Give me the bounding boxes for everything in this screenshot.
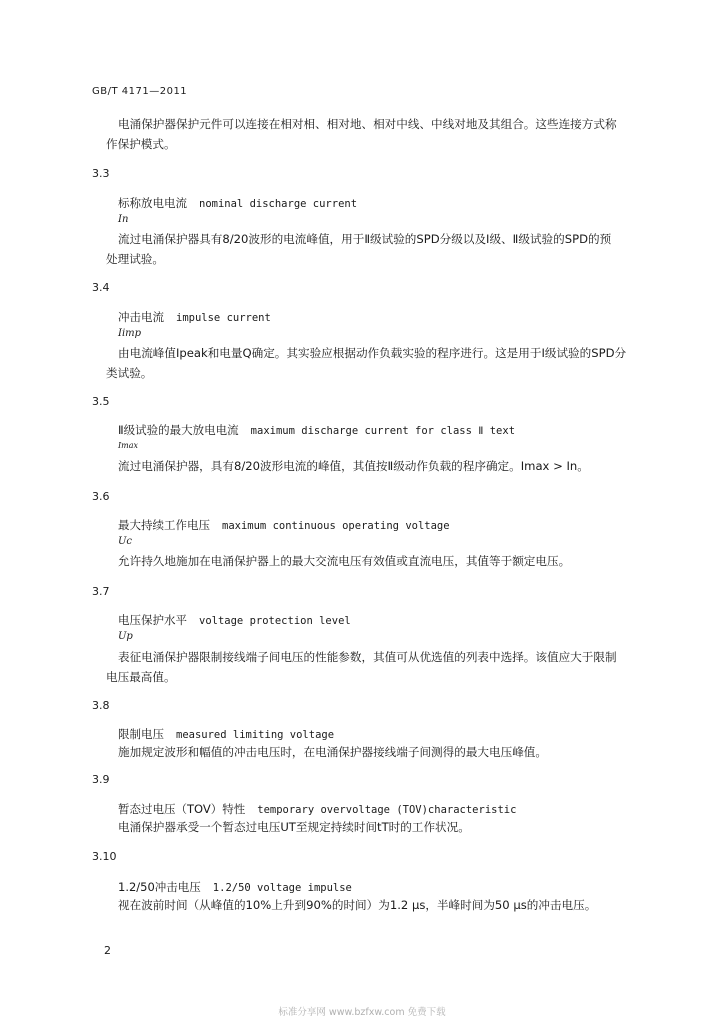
- term-definition: [106, 229, 611, 269]
- definition-line-2: 电压最高值。: [106, 670, 176, 684]
- term-definition: [106, 456, 589, 476]
- term-definition: [106, 895, 596, 915]
- term-definition: [106, 647, 617, 687]
- term-symbol: Imax: [118, 441, 139, 450]
- term-definition: [106, 551, 570, 571]
- term-title: [118, 517, 450, 533]
- definition-line-1: 视在波前时间（从峰值的10%上升到90%的时间）为1.2 μs，半峰时间为50 μs的冲击电压。: [118, 898, 597, 912]
- term-definition: [106, 742, 547, 762]
- intro-paragraph: [106, 114, 617, 154]
- term-zh: Ⅱ级试验的最大放电电流: [118, 423, 239, 437]
- term-title: [118, 879, 352, 895]
- term-symbol: Iimp: [118, 328, 142, 339]
- definition-line-1: 允许持久地施加在电涌保护器上的最大交流电压有效值或直流电压，其值等于额定电压。: [118, 554, 571, 568]
- section-number: 3.6: [92, 490, 110, 503]
- definition-line-1: 由电流峰值Ipeak和电量Q确定。其实验应根据动作负载实验的程序进行。这是用于Ⅰ级试验的SPD分: [118, 346, 627, 360]
- term-en: maximum continuous operating voltage: [222, 520, 450, 532]
- intro-line-2: 作保护模式。: [106, 137, 176, 151]
- definition-line-1: 流过电涌保护器具有8/20波形的电流峰值，用于Ⅱ级试验的SPD分级以及Ⅰ级、Ⅱ级试验的SPD的预: [118, 232, 612, 246]
- term-zh: 1.2/50冲击电压: [118, 880, 201, 894]
- term-definition: [106, 343, 626, 383]
- term-zh: 冲击电流: [118, 310, 164, 324]
- term-zh: 标称放电电流: [118, 196, 187, 210]
- term-zh: 最大持续工作电压: [118, 518, 210, 532]
- term-zh: 暂态过电压（TOV）特性: [118, 802, 246, 816]
- term-en: measured limiting voltage: [176, 729, 335, 741]
- term-en: voltage protection level: [199, 615, 351, 627]
- definition-line-2: 处理试验。: [106, 252, 164, 266]
- term-symbol: In: [118, 214, 129, 225]
- definition-line-2: 类试验。: [106, 366, 153, 380]
- intro-line-1: 电涌保护器保护元件可以连接在相对相、相对地、相对中线、中线对地及其组合。这些连接方式称: [118, 117, 617, 131]
- term-title: [118, 422, 515, 438]
- term-zh: 电压保护水平: [118, 613, 187, 627]
- term-en: impulse current: [176, 312, 271, 324]
- standard-header: GB/T 4171—2011: [92, 86, 188, 97]
- footer-watermark[interactable]: 标准分享网 www.bzfxw.com 免费下载: [278, 1007, 446, 1018]
- definition-line-1: 施加规定波形和幅值的冲击电压时，在电涌保护器接线端子间测得的最大电压峰值。: [118, 745, 547, 759]
- section-number: 3.5: [92, 395, 110, 408]
- term-title: [118, 309, 271, 325]
- page-number: 2: [104, 944, 111, 957]
- term-en: maximum discharge current for class Ⅱ text: [250, 425, 516, 437]
- section-number: 3.4: [92, 281, 110, 294]
- section-number: 3.3: [92, 167, 110, 180]
- section-number: 3.7: [92, 585, 110, 598]
- term-title: [118, 612, 351, 628]
- definition-line-1: 流过电涌保护器，具有8/20波形电流的峰值，其值按Ⅱ级动作负载的程序确定。Imax > In。: [118, 459, 589, 473]
- term-title: [118, 195, 357, 211]
- term-en: nominal discharge current: [199, 198, 358, 210]
- definition-line-1: 表征电涌保护器限制接线端子间电压的性能参数，其值可从优选值的列表中选择。该值应大于限制: [118, 650, 617, 664]
- section-number: 3.9: [92, 773, 110, 786]
- section-number: 3.8: [92, 699, 110, 712]
- term-zh: 限制电压: [118, 727, 164, 741]
- term-title: [118, 801, 516, 817]
- term-title: [118, 726, 334, 742]
- term-en: temporary overvoltage (TOV)characteristic: [257, 804, 517, 816]
- term-symbol: Up: [118, 631, 133, 642]
- term-en: 1.2/50 voltage impulse: [212, 882, 352, 894]
- term-symbol: Uc: [118, 536, 133, 547]
- definition-line-1: 电涌保护器承受一个暂态过电压UT至规定持续时间tT时的工作状况。: [118, 820, 470, 834]
- term-definition: [106, 817, 470, 837]
- section-number: 3.10: [92, 850, 117, 863]
